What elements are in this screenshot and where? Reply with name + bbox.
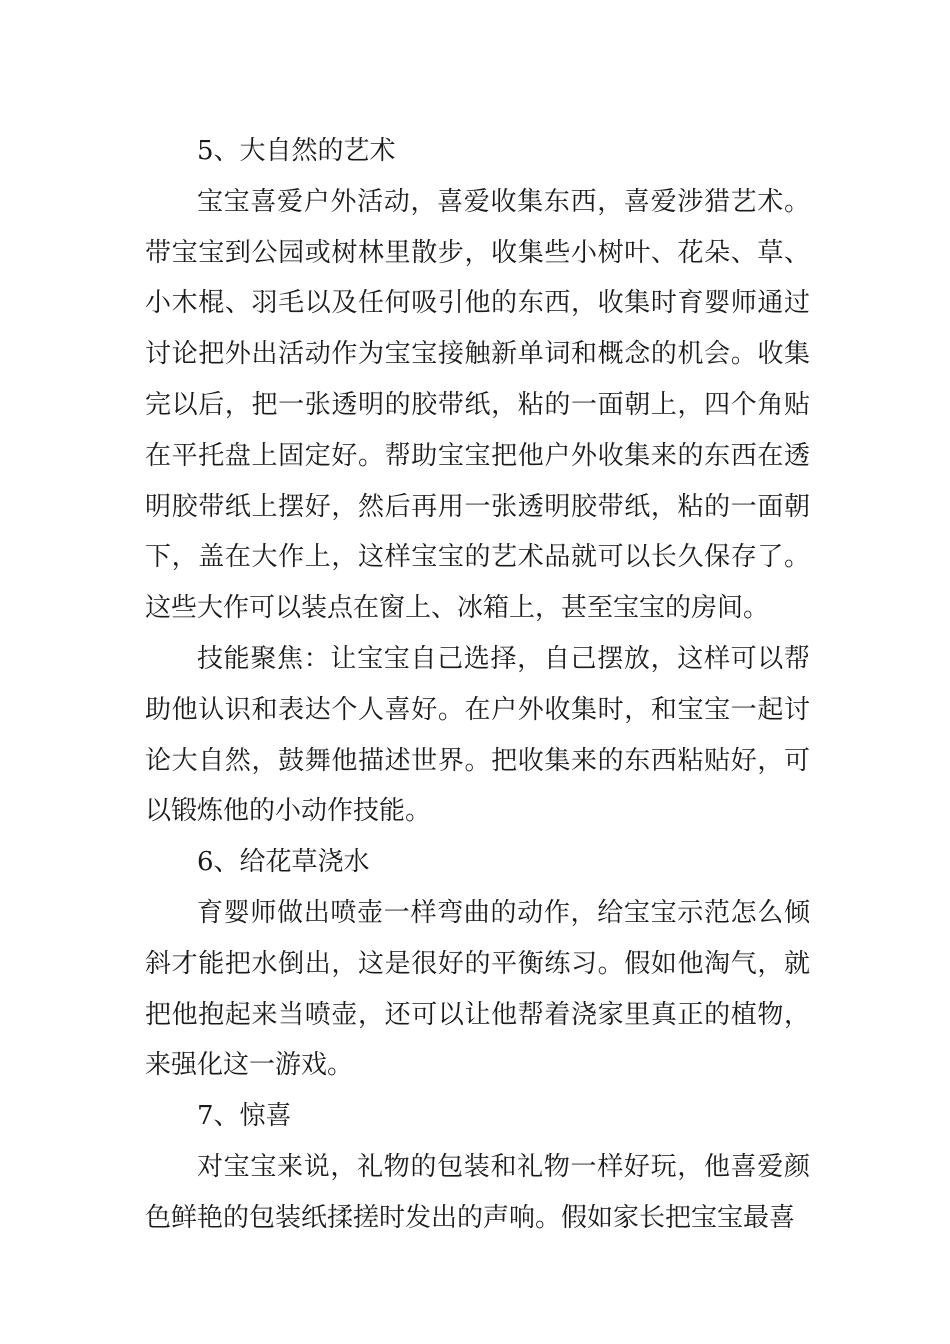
paragraph-watering-plants: 育婴师做出喷壶一样弯曲的动作，给宝宝示范怎么倾斜才能把水倒出，这是很好的平衡练习。假如他淘气，就把他抱起来当喷壶，还可以让他帮着浇家里真正的植物，来强化这一游戏。	[145, 897, 810, 1081]
document-body	[145, 126, 810, 1244]
paragraph-nature-art-instructions: 宝宝喜爱户外活动，喜爱收集东西，喜爱涉猎艺术。带宝宝到公园或树林里散步，收集些小树叶、花朵、草、小木棍、羽毛以及任何吸引他的东西，收集时育婴师通过讨论把外出活动作为宝宝接触新单词和概念的机会。收集完以后，把一张透明的胶带纸，粘的一面朝上，四个角贴在平托盘上固定好。帮助宝宝把他户外收集来的东西在透明胶带纸上摆好，然后再用一张透明胶带纸，粘的一面朝下，盖在大作上，这样宝宝的艺术品就可以长久保存了。这些大作可以装点在窗上、冰箱上，甚至宝宝的房间。	[145, 186, 810, 624]
section-heading-surprise: 7、惊喜	[197, 1101, 292, 1132]
paragraph-surprise: 对宝宝来说，礼物的包装和礼物一样好玩，他喜爱颜色鲜艳的包装纸揉搓时发出的声响。假如家长把宝宝最喜	[145, 1151, 810, 1233]
paragraph-nature-art-skill-focus: 技能聚焦：让宝宝自己选择，自己摆放，这样可以帮助他认识和表达个人喜好。在户外收集时，和宝宝一起讨论大自然，鼓舞他描述世界。把收集来的东西粘贴好，可以锻炼他的小动作技能。	[145, 643, 810, 827]
section-heading-nature-art: 5、大自然的艺术	[197, 136, 396, 166]
section-heading-watering-plants: 6、给花草浇水	[197, 847, 370, 878]
